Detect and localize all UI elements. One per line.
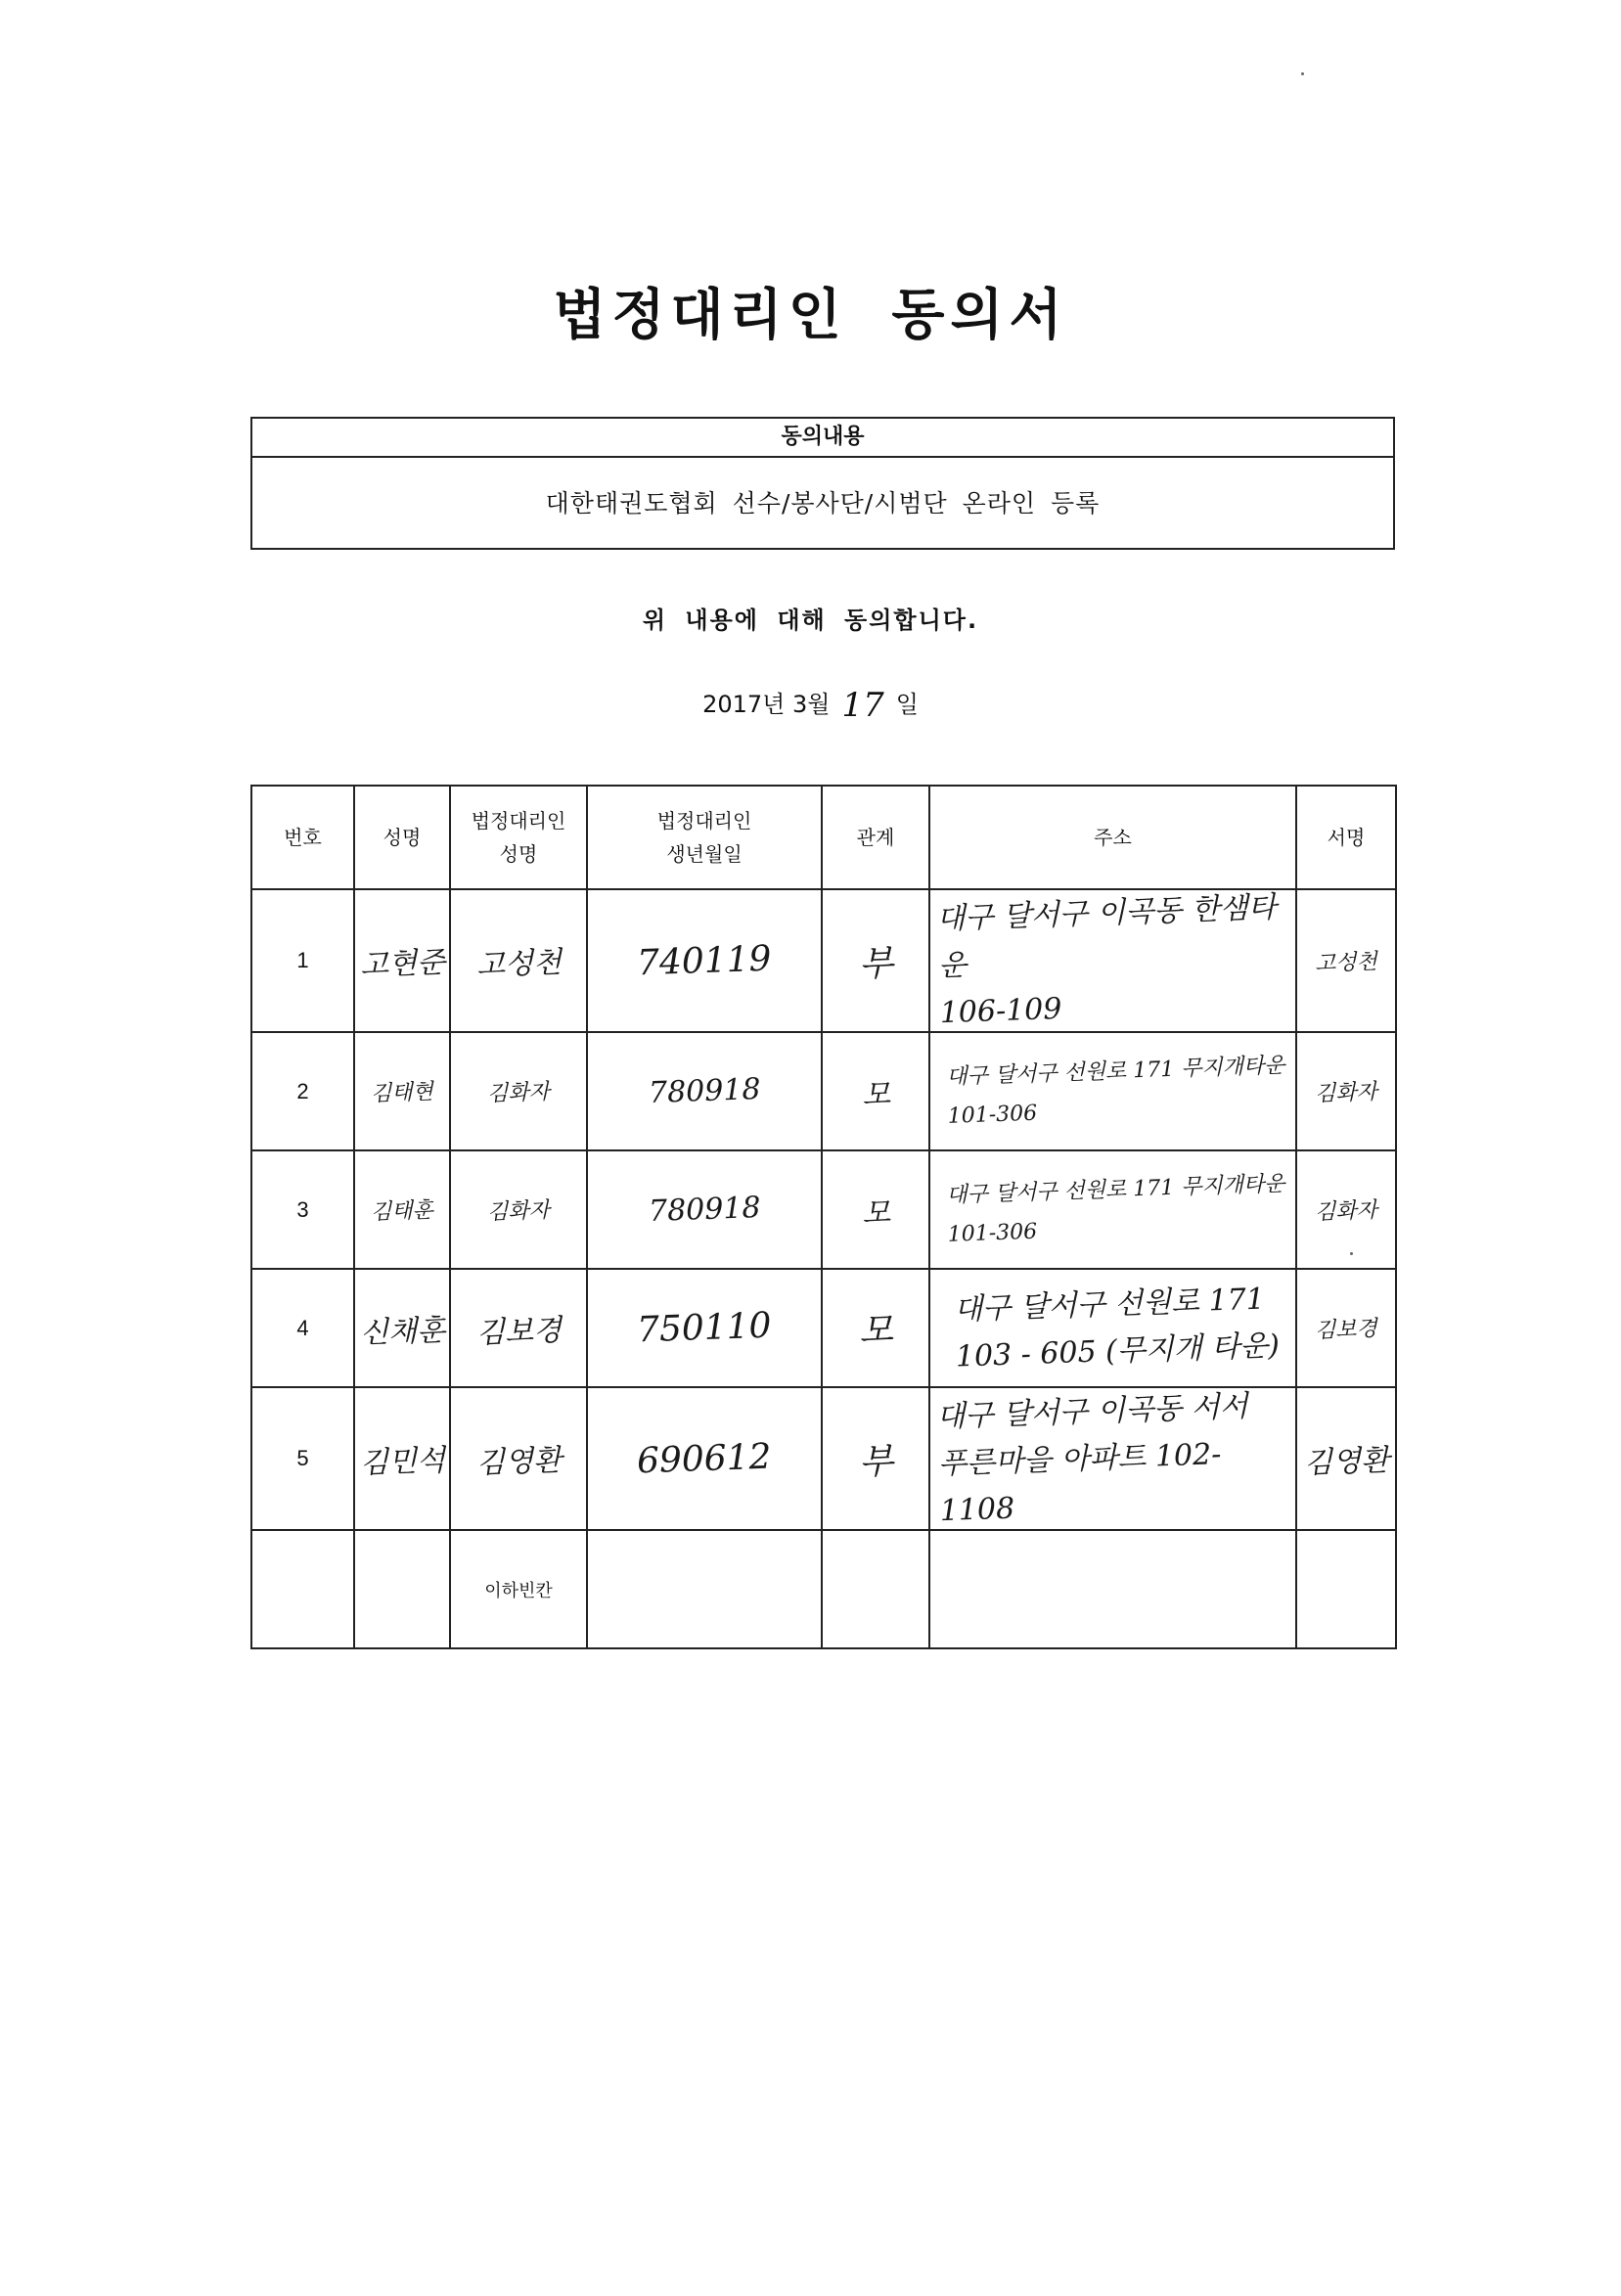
- table-row-blank: [251, 1530, 1396, 1648]
- guardian-name: 김보경: [475, 1312, 563, 1351]
- address-line1: 대구 달서구 선원로 171 무지개타운: [946, 1053, 1286, 1090]
- student-name: 김태현: [370, 1079, 434, 1107]
- header-guardian-name-line2: 성명: [499, 842, 538, 866]
- student-name: 신채훈: [359, 1312, 446, 1351]
- guardian-birthdate: 780918: [648, 1191, 761, 1229]
- table-row: [251, 889, 1396, 1032]
- row-number: 3: [251, 1150, 354, 1269]
- consent-heading: 동의내용: [252, 419, 1393, 458]
- guardian-birthdate: 750110: [636, 1305, 773, 1351]
- empty-cell: [929, 1530, 1296, 1648]
- closing-note: 이하빈칸: [450, 1530, 587, 1648]
- scan-speck: [1350, 1252, 1353, 1255]
- address-line1: 대구 달서구 선원로 171: [953, 1282, 1266, 1328]
- table-row: [251, 1269, 1396, 1387]
- relation: 모: [861, 1195, 891, 1231]
- table-row: [251, 1032, 1396, 1150]
- guardian-name: 고성천: [475, 945, 563, 983]
- guardian-birthdate: 780918: [648, 1072, 761, 1110]
- guardian-name: 김화자: [486, 1079, 551, 1107]
- agreement-statement: 위 내용에 대해 동의합니다.: [642, 607, 979, 634]
- address-line1: 대구 달서구 이곡동 서서: [935, 1389, 1249, 1435]
- header-number: 번호: [251, 786, 354, 889]
- date-line: [0, 685, 1621, 725]
- address: [928, 884, 1298, 1038]
- row-number: 1: [251, 889, 354, 1032]
- address-line2: 푸른마을 아파트 102-1108: [937, 1437, 1222, 1529]
- scan-speck: [1301, 72, 1304, 75]
- header-name: 성명: [354, 786, 450, 889]
- guardian-roster-table: [250, 785, 1397, 1649]
- address-line2: 101-306: [947, 1219, 1038, 1247]
- empty-cell: [822, 1530, 929, 1648]
- guardian-name: 김화자: [486, 1197, 551, 1226]
- row-number: 2: [251, 1032, 354, 1150]
- signature: 김보경: [1314, 1316, 1378, 1344]
- relation: 부: [858, 1440, 894, 1483]
- address: [938, 1164, 1287, 1254]
- header-guardian-birth: [587, 786, 822, 889]
- consent-content: 대한태권도협회 선수/봉사단/시범단 온라인 등록: [545, 489, 1101, 518]
- relation: 부: [858, 942, 894, 985]
- guardian-birthdate: 690612: [636, 1436, 773, 1481]
- relation: 모: [858, 1310, 894, 1352]
- address-line1: 대구 달서구 선원로 171 무지개타운: [946, 1171, 1286, 1208]
- relation: 모: [861, 1077, 891, 1112]
- header-signature: 서명: [1296, 786, 1396, 889]
- signature: 김영환: [1303, 1443, 1390, 1481]
- table-header-row: [251, 786, 1396, 889]
- address: [945, 1276, 1280, 1381]
- header-guardian-name-line1: 법정대리인: [471, 809, 566, 833]
- signature: 고성천: [1314, 949, 1378, 976]
- document-title: 법정대리인 동의서: [553, 284, 1068, 347]
- header-guardian-birth-line1: 법정대리인: [656, 809, 752, 833]
- header-guardian-birth-line2: 생년월일: [666, 842, 743, 866]
- guardian-name: 김영환: [475, 1443, 563, 1481]
- consent-content-box: [250, 417, 1395, 550]
- date-suffix: 일: [895, 691, 919, 718]
- empty-cell: [1296, 1530, 1396, 1648]
- student-name: 고현준: [359, 945, 446, 983]
- empty-cell: [587, 1530, 822, 1648]
- address-line2: 103 - 605 (무지개 타운): [955, 1328, 1281, 1374]
- date-day-handwritten: 17: [841, 686, 884, 725]
- address: [928, 1382, 1298, 1536]
- date-prefix: 2017년 3월: [702, 691, 831, 718]
- header-guardian-name: [450, 786, 587, 889]
- student-name: 김민석: [359, 1443, 446, 1481]
- address: [938, 1046, 1287, 1136]
- signature: 김화자: [1314, 1197, 1378, 1226]
- table-row: [251, 1387, 1396, 1530]
- row-number: 5: [251, 1387, 354, 1530]
- address-line2: 106-109: [939, 991, 1062, 1031]
- empty-cell: [354, 1530, 450, 1648]
- empty-cell: [251, 1530, 354, 1648]
- header-relation: 관계: [822, 786, 929, 889]
- signature: 김화자: [1314, 1079, 1378, 1107]
- address-line1: 대구 달서구 이곡동 한샘타운: [935, 890, 1278, 984]
- header-address: 주소: [929, 786, 1296, 889]
- table-row: [251, 1150, 1396, 1269]
- row-number: 4: [251, 1269, 354, 1387]
- address-line2: 101-306: [947, 1101, 1038, 1129]
- guardian-birthdate: 740119: [636, 938, 773, 983]
- student-name: 김태훈: [370, 1197, 434, 1226]
